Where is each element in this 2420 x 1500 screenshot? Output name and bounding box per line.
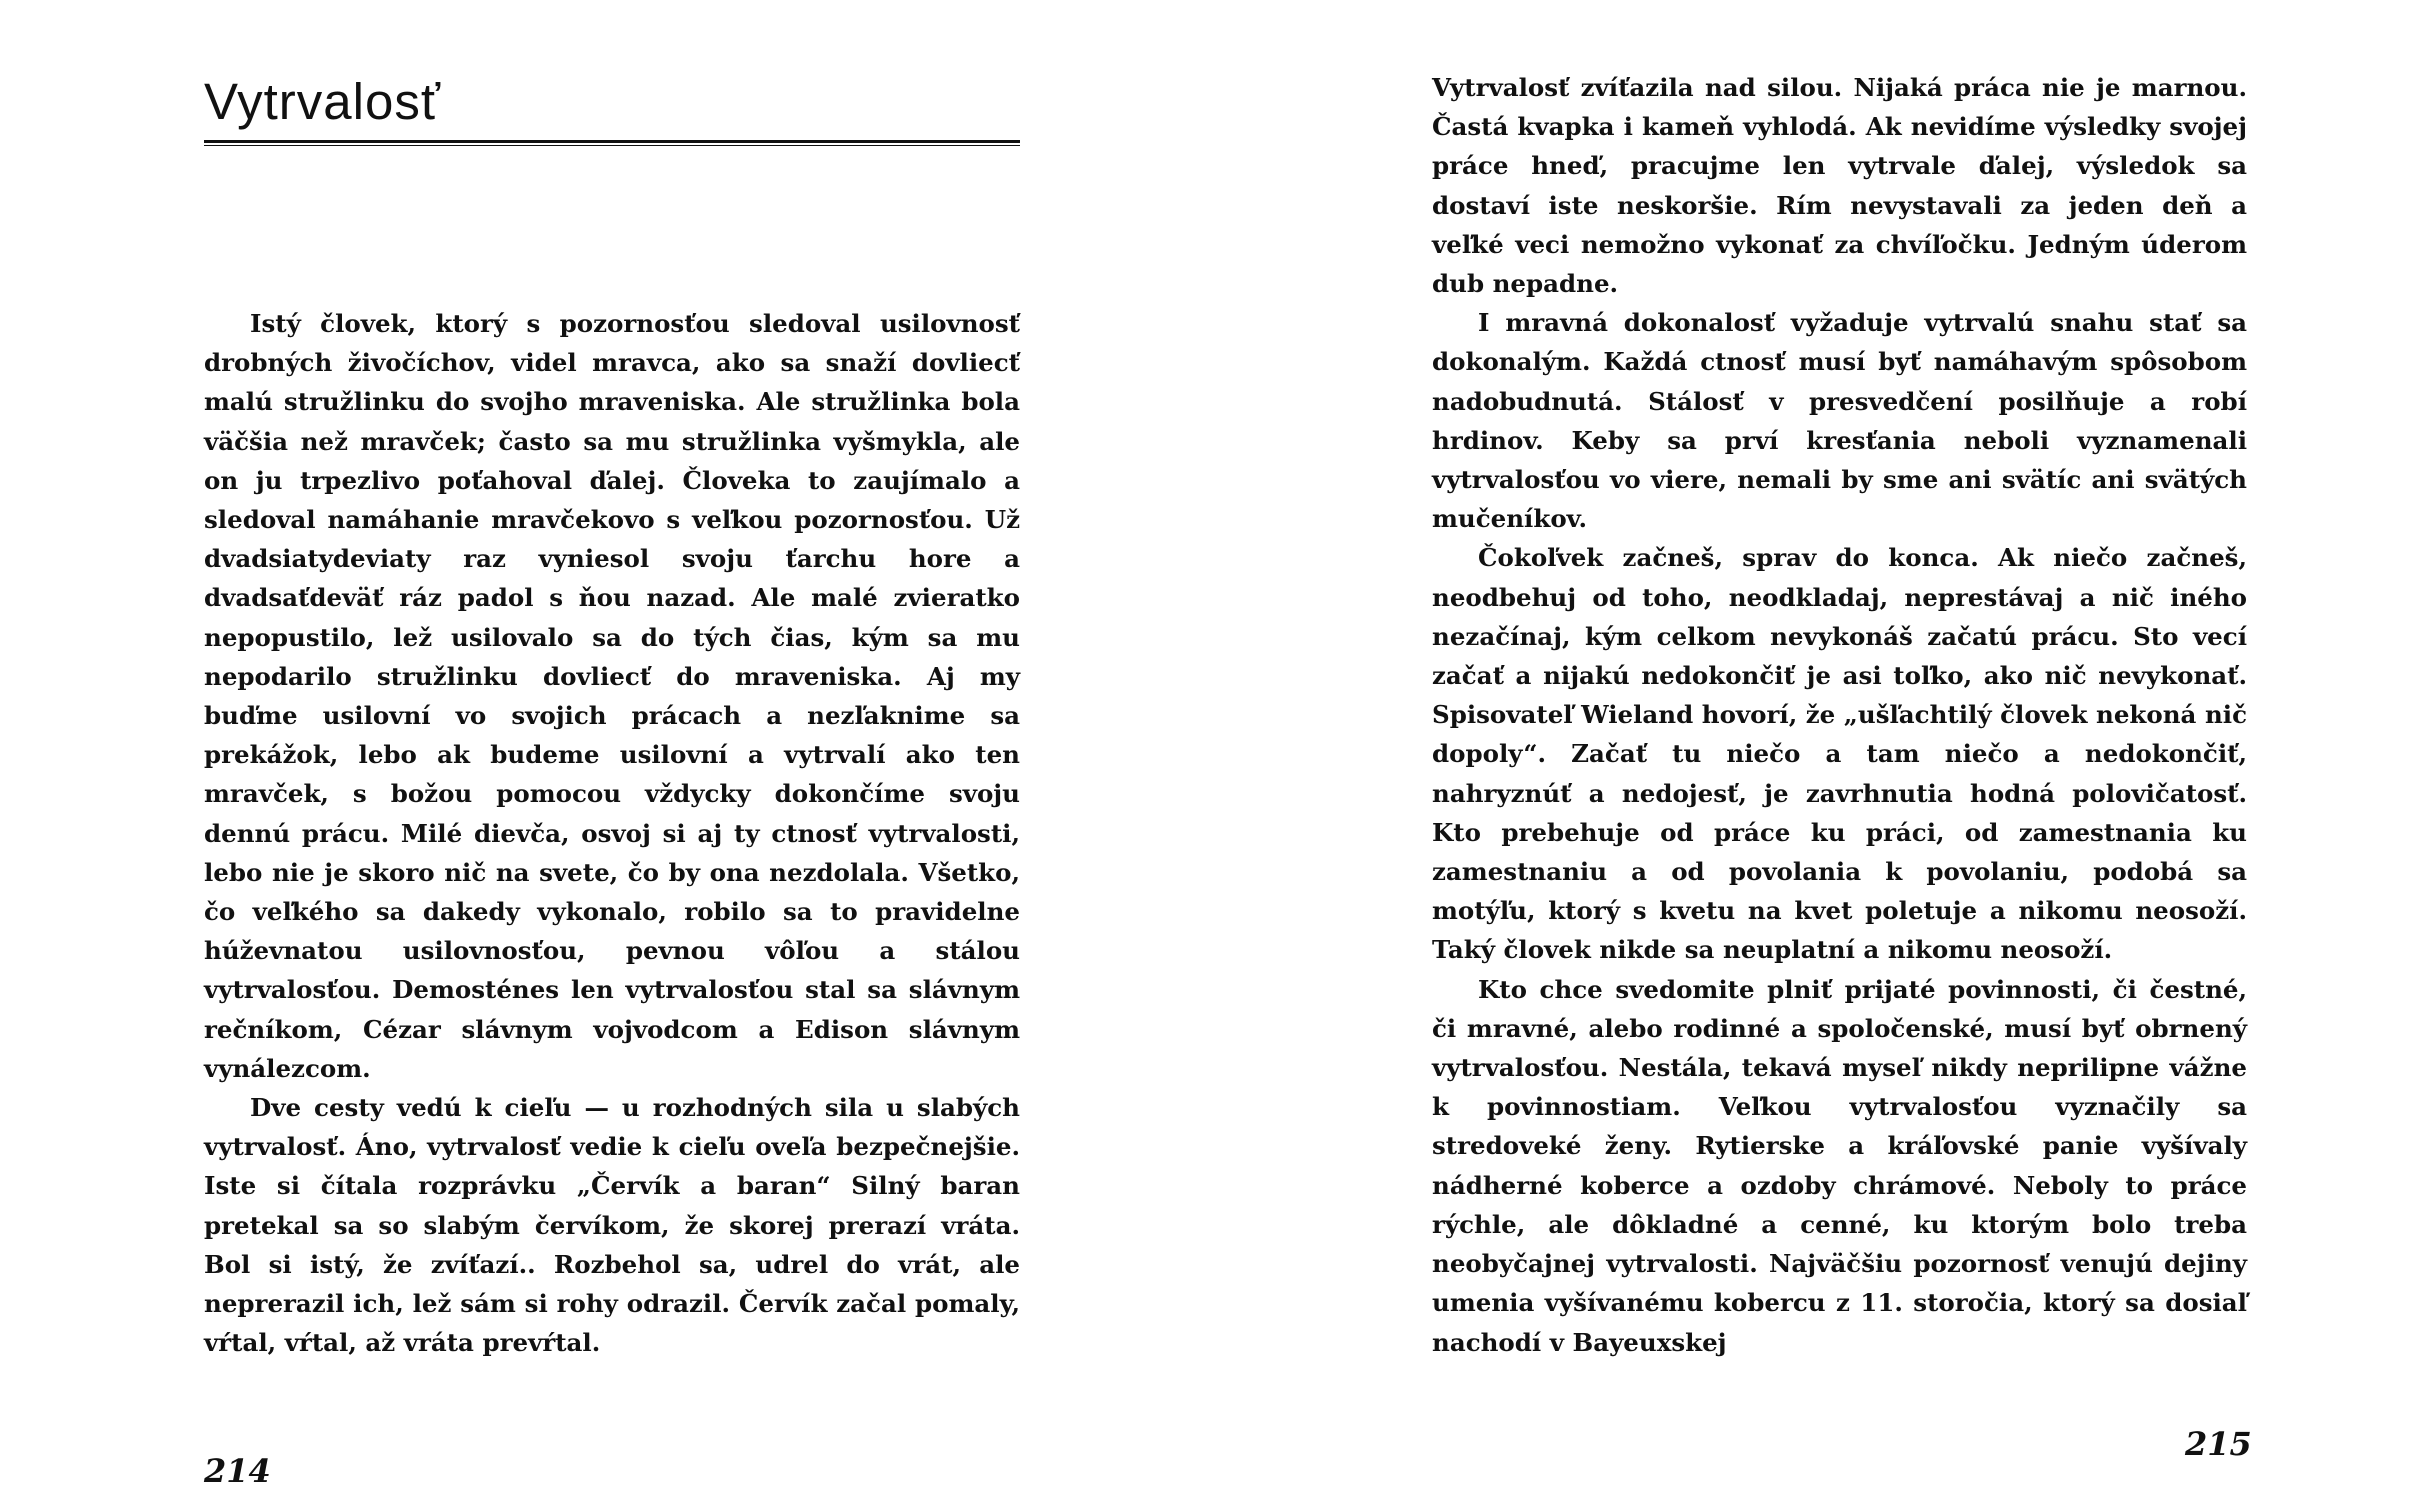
title-underline [204, 140, 1020, 143]
paragraph: I mravná dokonalosť vyžaduje vytrvalú snahu stať sa dokonalým. Každá ctnosť musí byť namáhavým spôsobom nadobudnutá. Stálosť v presvedčení posilňuje a robí hrdinov. Keby sa prví kresťania neboli vyznamenali vytrvalosťou vo viere, nemali by sme ani svätíc ani svätých mučeníkov. [1432, 308, 2247, 534]
paragraph: Čokoľvek začneš, sprav do konca. Ak niečo začneš, neodbehuj od toho, neodkladaj, neprestávaj a nič iného nezačínaj, kým celkom nevykonáš začatú prácu. Sto vecí začať a nijakú nedokončiť je asi toľko, ako nič nevykonať. Spisovateľ Wieland hovorí, že „ušľachtilý človek nekoná nič dopoly“. Začať tu niečo a tam niečo a nedokončiť, nahryznúť a nedojesť, je zavrhnutia hodná polovičatosť. Kto prebehuje od práce ku práci, od zamestnania ku zamestnaniu a od povolania k povolaniu, podobá sa motýľu, ktorý s kvetu na kvet poletuje a nikomu neosoží. Taký človek nikde sa neuplatní a nikomu neosoží. [1432, 543, 2247, 965]
chapter-title: Vytrvalosť [204, 73, 441, 130]
paragraph-continued: Vytrvalosť zvíťazila nad silou. Nijaká práca nie je marnou. Častá kvapka i kameň vyhlodá. Ak nevidíme výsledky svojej práce hneď, pracujme len vytrvale ďalej, výsledok sa dostaví iste neskoršie. Rím nevystavali za jeden deň a veľké veci nemožno vykonať za chvíľočku. Jedným úderom dub nepadne. [1432, 73, 2247, 299]
paragraph: Dve cesty vedú k cieľu — u rozhodných sila u slabých vytrvalosť. Áno, vytrvalosť vedie k cieľu oveľa bezpečnejšie. Iste si čítala rozprávku „Červík a baran“ Silný baran pretekal sa so slabým červíkom, že skorej prerazí vráta. Bol si istý, že zvíťazí.. Rozbehol sa, udrel do vrát, ale neprerazil ich, lež sám si rohy odrazil. Červík začal pomaly, vŕtal, vŕtal, až vráta prevŕtal. [204, 1093, 1020, 1358]
title-underline-secondary [204, 145, 1020, 146]
left-page-text [204, 304, 1020, 1362]
right-page [1210, 0, 2420, 1500]
page-number-left: 214 [204, 1452, 271, 1490]
page-number-right: 215 [2185, 1425, 2252, 1463]
paragraph: Istý človek, ktorý s pozornosťou sledoval usilovnosť drobných živočíchov, videl mravca, ako sa snaží dovliecť malú stružlinku do svojho mraveniska. Ale stružlinka bola väčšia než mravček; často sa mu stružlinka vyšmykla, ale on ju trpezlivo poťahoval ďalej. Človeka to zaujímalo a sledoval namáhanie mravčekovo s veľkou pozornosťou. Už dvadsiatydeviaty raz vyniesol svoju ťarchu hore a dvadsaťdeväť ráz padol s ňou nazad. Ale malé zvieratko nepopustilo, lež usilovalo sa do tých čias, kým sa mu nepodarilo stružlinku dovliecť do mraveniska. Aj my buďme usilovní vo svojich prácach a nezľaknime sa prekážok, lebo ak budeme usilovní a vytrvalí ako ten mravček, s božou pomocou vždycky dokončíme svoju dennú prácu. Milé dievča, osvoj si aj ty ctnosť vytrvalosti, lebo nie je skoro nič na svete, čo by ona nezdolala. Všetko, čo veľkého sa dakedy vykonalo, robilo sa to pravidelne húževnatou usilovnosťou, pevnou vôľou a stálou vytrvalosťou. Demosténes len vytrvalosťou stal sa slávnym rečníkom, Cézar slávnym vojvodcom a Edison slávnym vynálezcom. [204, 309, 1020, 1083]
right-page-text [1432, 68, 2247, 1362]
paragraph: Kto chce svedomite plniť prijaté povinnosti, či čestné, či mravné, alebo rodinné a spoločenské, musí byť obrnený vytrvalosťou. Nestála, tekavá myseľ nikdy neprilipne vážne k povinnostiam. Veľkou vytrvalosťou vyznačily sa stredoveké ženy. Rytierske a kráľovské panie vyšívaly nádherné koberce a ozdoby chrámové. Neboly to práce rýchle, ale dôkladné a cenné, ku ktorým bolo treba neobyčajnej vytrvalosti. Najväčšiu pozornosť venujú dejiny umenia vyšívanému kobercu z 11. storočia, ktorý sa dosiaľ nachodí v Bayeuxskej [1432, 974, 2247, 1357]
